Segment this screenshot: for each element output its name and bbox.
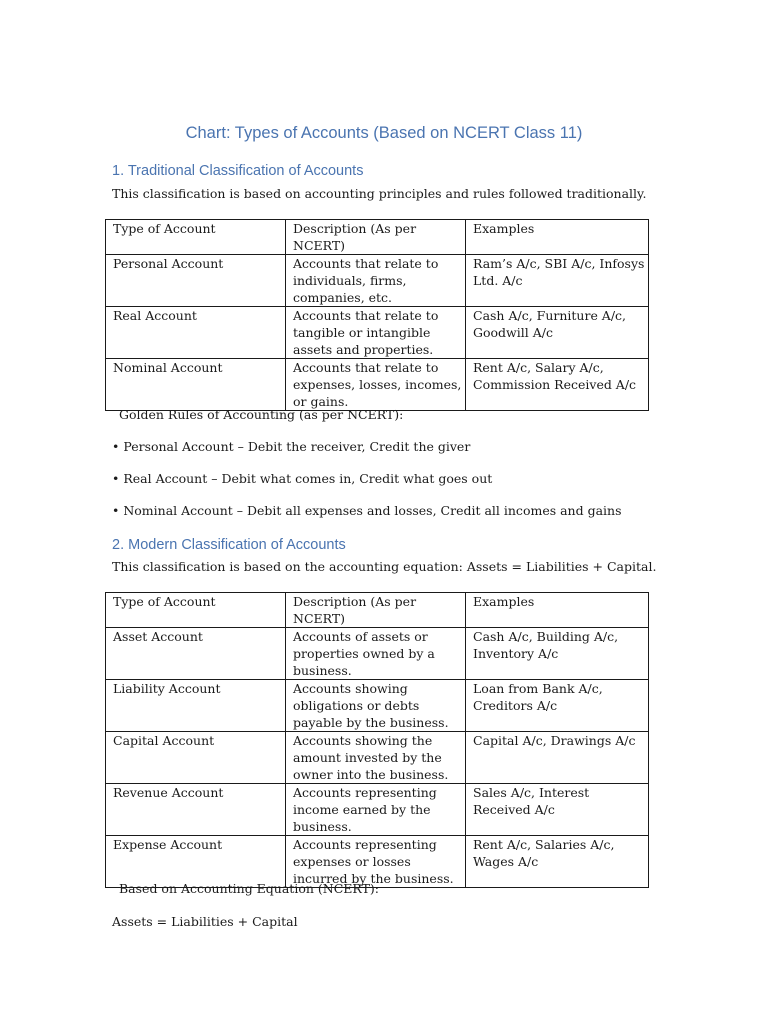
table-cell: Accounts of assets or properties owned by a business. [286, 628, 466, 680]
section-heading-modern: 2. Modern Classification of Accounts [112, 537, 346, 553]
golden-rules-title: Golden Rules of Accounting (as per NCERT): [119, 407, 404, 422]
table-cell: Accounts showing the amount invested by the owner into the business. [286, 732, 466, 784]
section-heading-traditional: 1. Traditional Classification of Accounts [112, 163, 364, 179]
golden-rule-item: • Real Account – Debit what comes in, Credit what goes out [112, 471, 493, 486]
table-cell: Capital A/c, Drawings A/c [466, 732, 649, 784]
table-header-row [106, 593, 649, 628]
header-cell: Type of Account [106, 220, 286, 255]
table-cell: Rent A/c, Salary A/c, Commission Received A/c [466, 359, 649, 411]
golden-rule-item: • Nominal Account – Debit all expenses and losses, Credit all incomes and gains [112, 503, 622, 518]
table-cell: Accounts showing obligations or debts payable by the business. [286, 680, 466, 732]
page-title: Chart: Types of Accounts (Based on NCERT Class 11) [185, 124, 583, 142]
table-row [106, 628, 649, 680]
table-cell: Loan from Bank A/c, Creditors A/c [466, 680, 649, 732]
section-intro-traditional: This classification is based on accounting principles and rules followed traditionally. [112, 186, 647, 201]
table-row [106, 255, 649, 307]
header-cell: Examples [466, 593, 649, 628]
table-cell: Cash A/c, Building A/c, Inventory A/c [466, 628, 649, 680]
table-row [106, 307, 649, 359]
table-cell: Nominal Account [106, 359, 286, 411]
accounting-equation: Assets = Liabilities + Capital [112, 914, 298, 929]
table-cell: Rent A/c, Salaries A/c, Wages A/c [466, 836, 649, 888]
table-header-row [106, 220, 649, 255]
golden-rule-item: • Personal Account – Debit the receiver, Credit the giver [112, 439, 471, 454]
modern-accounts-table [105, 592, 649, 888]
table-cell: Accounts that relate to individuals, firms, companies, etc. [286, 255, 466, 307]
header-cell: Description (As per NCERT) [286, 220, 466, 255]
table-cell: Revenue Account [106, 784, 286, 836]
table-cell: Expense Account [106, 836, 286, 888]
traditional-accounts-table [105, 219, 649, 411]
table-row [106, 680, 649, 732]
table-cell: Capital Account [106, 732, 286, 784]
equation-title: Based on Accounting Equation (NCERT): [119, 881, 379, 896]
table-cell: Accounts that relate to expenses, losses, incomes, or gains. [286, 359, 466, 411]
table-cell: Accounts representing income earned by the business. [286, 784, 466, 836]
table-cell: Sales A/c, Interest Received A/c [466, 784, 649, 836]
table-row [106, 784, 649, 836]
table-cell: Cash A/c, Furniture A/c, Goodwill A/c [466, 307, 649, 359]
table-row [106, 359, 649, 411]
table-cell: Accounts that relate to tangible or intangible assets and properties. [286, 307, 466, 359]
table-cell: Real Account [106, 307, 286, 359]
header-cell: Examples [466, 220, 649, 255]
header-cell: Type of Account [106, 593, 286, 628]
table-cell: Asset Account [106, 628, 286, 680]
table-cell: Liability Account [106, 680, 286, 732]
table-row [106, 732, 649, 784]
table-cell: Ram’s A/c, SBI A/c, Infosys Ltd. A/c [466, 255, 649, 307]
section-intro-modern: This classification is based on the accounting equation: Assets = Liabilities + Capital. [112, 559, 657, 574]
table-cell: Personal Account [106, 255, 286, 307]
header-cell: Description (As per NCERT) [286, 593, 466, 628]
table-row [106, 836, 649, 888]
table-cell: Accounts representing expenses or losses incurred by the business. [286, 836, 466, 888]
